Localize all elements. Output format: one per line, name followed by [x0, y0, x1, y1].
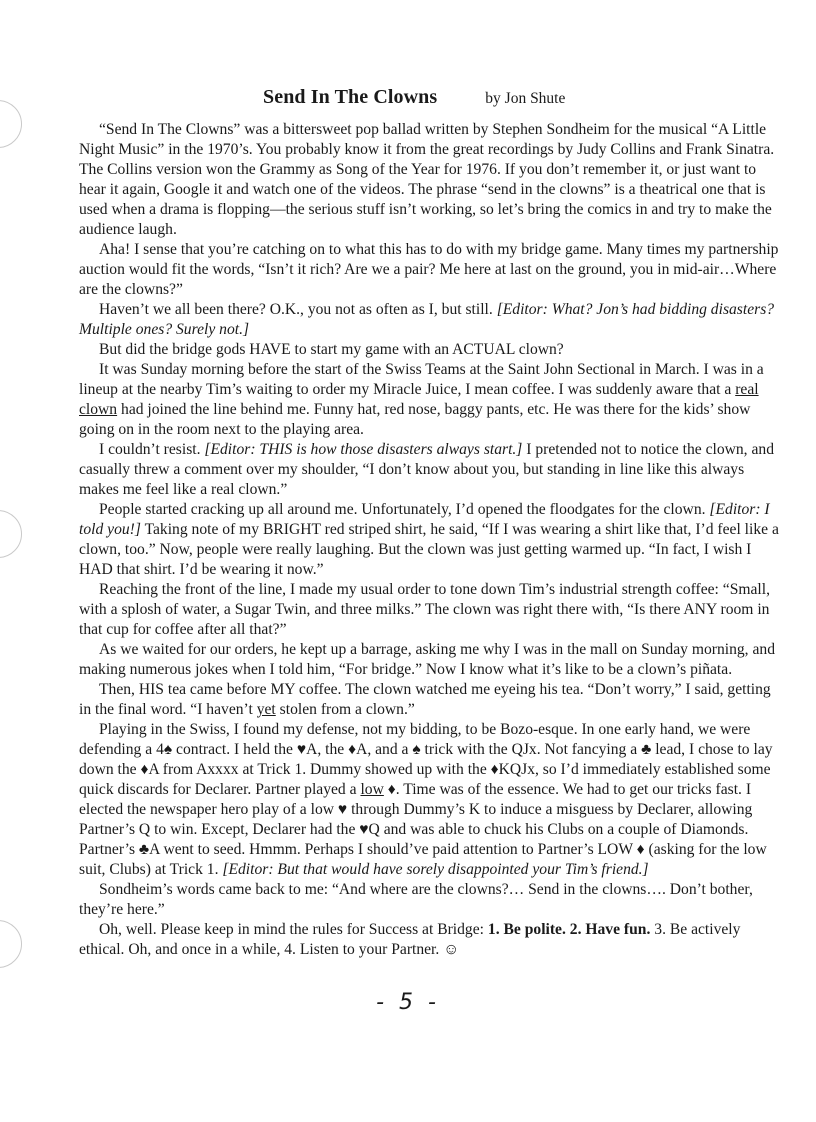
binder-hole — [0, 920, 22, 968]
paragraph — [79, 240, 784, 300]
paragraph — [79, 580, 784, 640]
paragraph-text: Playing in the Swiss, I found my defense, not my bidding, to be Bozo-esque. In one early hand, we were defending a 4♠ contract. I held the ♥A, the ♦A, and a ♠ trick with the QJx. Not fancying a ♣ lead, I chose to lay down the ♦A from Axxxx at Trick 1. Dummy showed up with the ♦KQJx, so I’d immediately established some quick discards for Declarer. Partner played a — [79, 721, 773, 798]
paragraph-text: Oh, well. Please keep in mind the rules for Success at Bridge: — [99, 921, 484, 938]
paragraph — [79, 300, 784, 340]
paragraph-text: But did the bridge gods HAVE to start my game with an ACTUAL clown? — [99, 341, 564, 358]
binder-hole — [0, 100, 22, 148]
paragraph — [79, 920, 784, 960]
smiley-icon: ☺ — [443, 941, 460, 958]
article-header — [263, 86, 783, 112]
paragraph-text: Then, HIS tea came before MY coffee. The clown watched me eyeing his tea. “Don’t worry,” I said, getting in the final word. “I haven’t — [79, 681, 771, 718]
binder-hole — [0, 510, 22, 558]
editor-note: [Editor: But that would have sorely disappointed your Tim’s friend.] — [222, 861, 649, 878]
paragraph-text: I pretended not to notice the clown, and casually threw a comment over my shoulder, “I don’t know about you, but standing in line like this always makes me feel like a real clown.” — [79, 441, 774, 498]
paragraph-text: Haven’t we all been there? O.K., you not as often as I, but still. — [99, 301, 493, 318]
paragraph-text: People started cracking up all around me. Unfortunately, I’d opened the floodgates for the clown. — [99, 501, 706, 518]
paragraph-text: Taking note of my BRIGHT red striped shirt, he said, “If I was wearing a shirt like that, I’d feel like a clown, too.” Now, people were really laughing. But the clown was just getting warmed up. “In fact, I wish I HAD that shirt. I’d be wearing it now.” — [79, 521, 779, 578]
paragraph — [79, 360, 784, 440]
paragraph — [79, 640, 784, 680]
paragraph — [79, 500, 784, 580]
paragraph-text: Sondheim’s words came back to me: “And where are the clowns?… Send in the clowns…. Don’t bother, they’re here.” — [79, 881, 753, 918]
paragraph-text: had joined the line behind me. Funny hat, red nose, baggy pants, etc. He was there for the kids’ show going on in the room next to the playing area. — [79, 401, 751, 438]
paragraph — [79, 880, 784, 920]
paragraph-text: stolen from a clown.” — [279, 701, 415, 718]
paragraph — [79, 120, 784, 240]
editor-note: [Editor: I told you!] — [79, 501, 770, 538]
article-body — [79, 120, 784, 960]
paragraph-text: As we waited for our orders, he kept up a barrage, asking me why I was in the mall on Sunday morning, and making numerous jokes when I told him, “For bridge.” Now I know what it’s like to be a clown’s piñata. — [79, 641, 775, 678]
bold-rule: 1. Be polite. — [487, 921, 566, 938]
paragraph — [79, 680, 784, 720]
editor-note: [Editor: THIS is how those disasters always start.] — [204, 441, 523, 458]
paragraph — [79, 340, 784, 360]
article-title: Send In The Clowns — [263, 86, 438, 108]
underlined-text: real clown — [79, 381, 759, 418]
paragraph-text: 3. Be actively ethical. Oh, and once in a while, 4. Listen to your Partner. — [79, 921, 741, 958]
page-number: - 5 - — [376, 990, 440, 1015]
bold-rule: 2. Have fun. — [569, 921, 651, 938]
paragraph — [79, 720, 784, 880]
paragraph — [79, 440, 784, 500]
article-byline: by Jon Shute — [485, 90, 566, 107]
underlined-text: low — [360, 781, 384, 798]
paragraph-text: Aha! I sense that you’re catching on to what this has to do with my bridge game. Many times my partnership auction would fit the words, “Isn’t it rich? Are we a pair? Me here at last on the ground, you in mid-air…Where are the clowns?” — [79, 241, 779, 298]
paragraph-text: I couldn’t resist. — [99, 441, 201, 458]
paragraph-text: Reaching the front of the line, I made my usual order to tone down Tim’s industrial strength coffee: “Small, with a splosh of water, a Sugar Twin, and three milks.” The clown was right there with, “Is there ANY room in that cup for coffee after all that?” — [79, 581, 770, 638]
paragraph-text: It was Sunday morning before the start of the Swiss Teams at the Saint John Sectional in March. I was in a lineup at the nearby Tim’s waiting to order my Miracle Juice, I mean coffee. I was suddenly aware that a — [79, 361, 764, 398]
paragraph-text: ♦. Time was of the essence. We had to get our tricks fast. I elected the newspaper hero play of a low ♥ through Dummy’s K to induce a misguess by Declarer, allowing Partner’s Q to win. Except, Declarer had the ♥Q and was able to chuck his Clubs on a couple of Diamonds. Partner’s ♣A went to seed. Hmmm. Perhaps I should’ve paid attention to Partner’s LOW ♦ (asking for the low suit, Clubs) at Trick 1. — [79, 781, 767, 878]
editor-note: [Editor: What? Jon’s had bidding disasters? Multiple ones? Surely not.] — [79, 301, 775, 338]
paragraph-text: “Send In The Clowns” was a bittersweet pop ballad written by Stephen Sondheim for the musical “A Little Night Music” in the 1970’s. You probably know it from the great recordings by Judy Collins and Frank Sinatra. The Collins version won the Grammy as Song of the Year for 1976. If you don’t remember it, or just want to hear it again, Google it and watch one of the videos. The phrase “send in the clowns” is a theatrical one that is used when a drama is flopping—the serious stuff isn’t working, so let’s bring the comics in and try to make the audience laugh. — [79, 121, 775, 238]
underlined-text: yet — [256, 701, 276, 718]
